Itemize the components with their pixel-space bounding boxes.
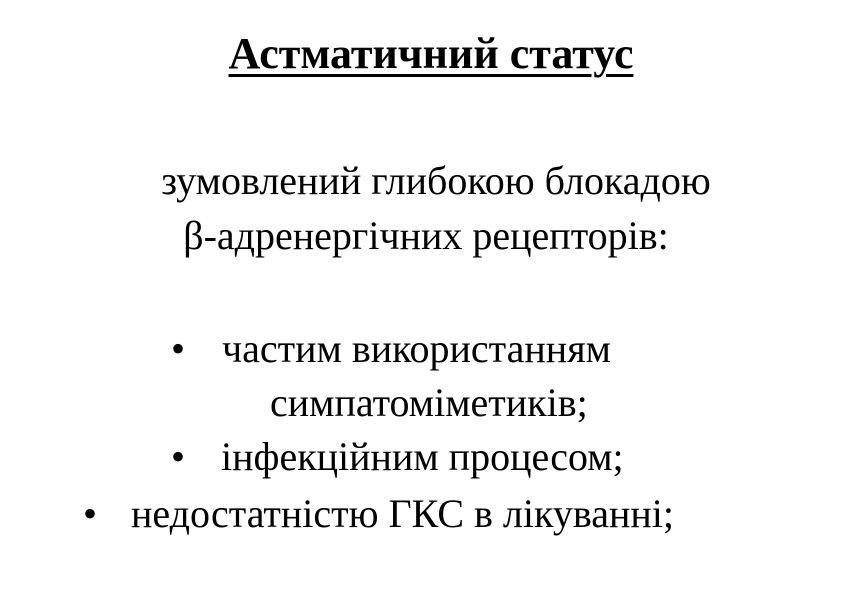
slide-title-text: Астматичний статус (228, 29, 634, 78)
bullet-text-continuation: симпатоміметиків; (270, 380, 588, 425)
bullet-icon: • (171, 434, 186, 479)
intro-line-1: зумовлений глибокою блокадою (161, 158, 711, 203)
bullet-icon: • (83, 491, 98, 536)
bullet-text: частим використанням (222, 326, 611, 371)
bullet-text: недостатністю ГКС в лікуванні; (131, 491, 675, 536)
intro-line-2: β-адренергічних рецепторів: (183, 213, 669, 258)
bullet-text: інфекційним процесом; (221, 434, 624, 479)
bullet-icon: • (171, 326, 186, 371)
slide-title (0, 26, 862, 82)
